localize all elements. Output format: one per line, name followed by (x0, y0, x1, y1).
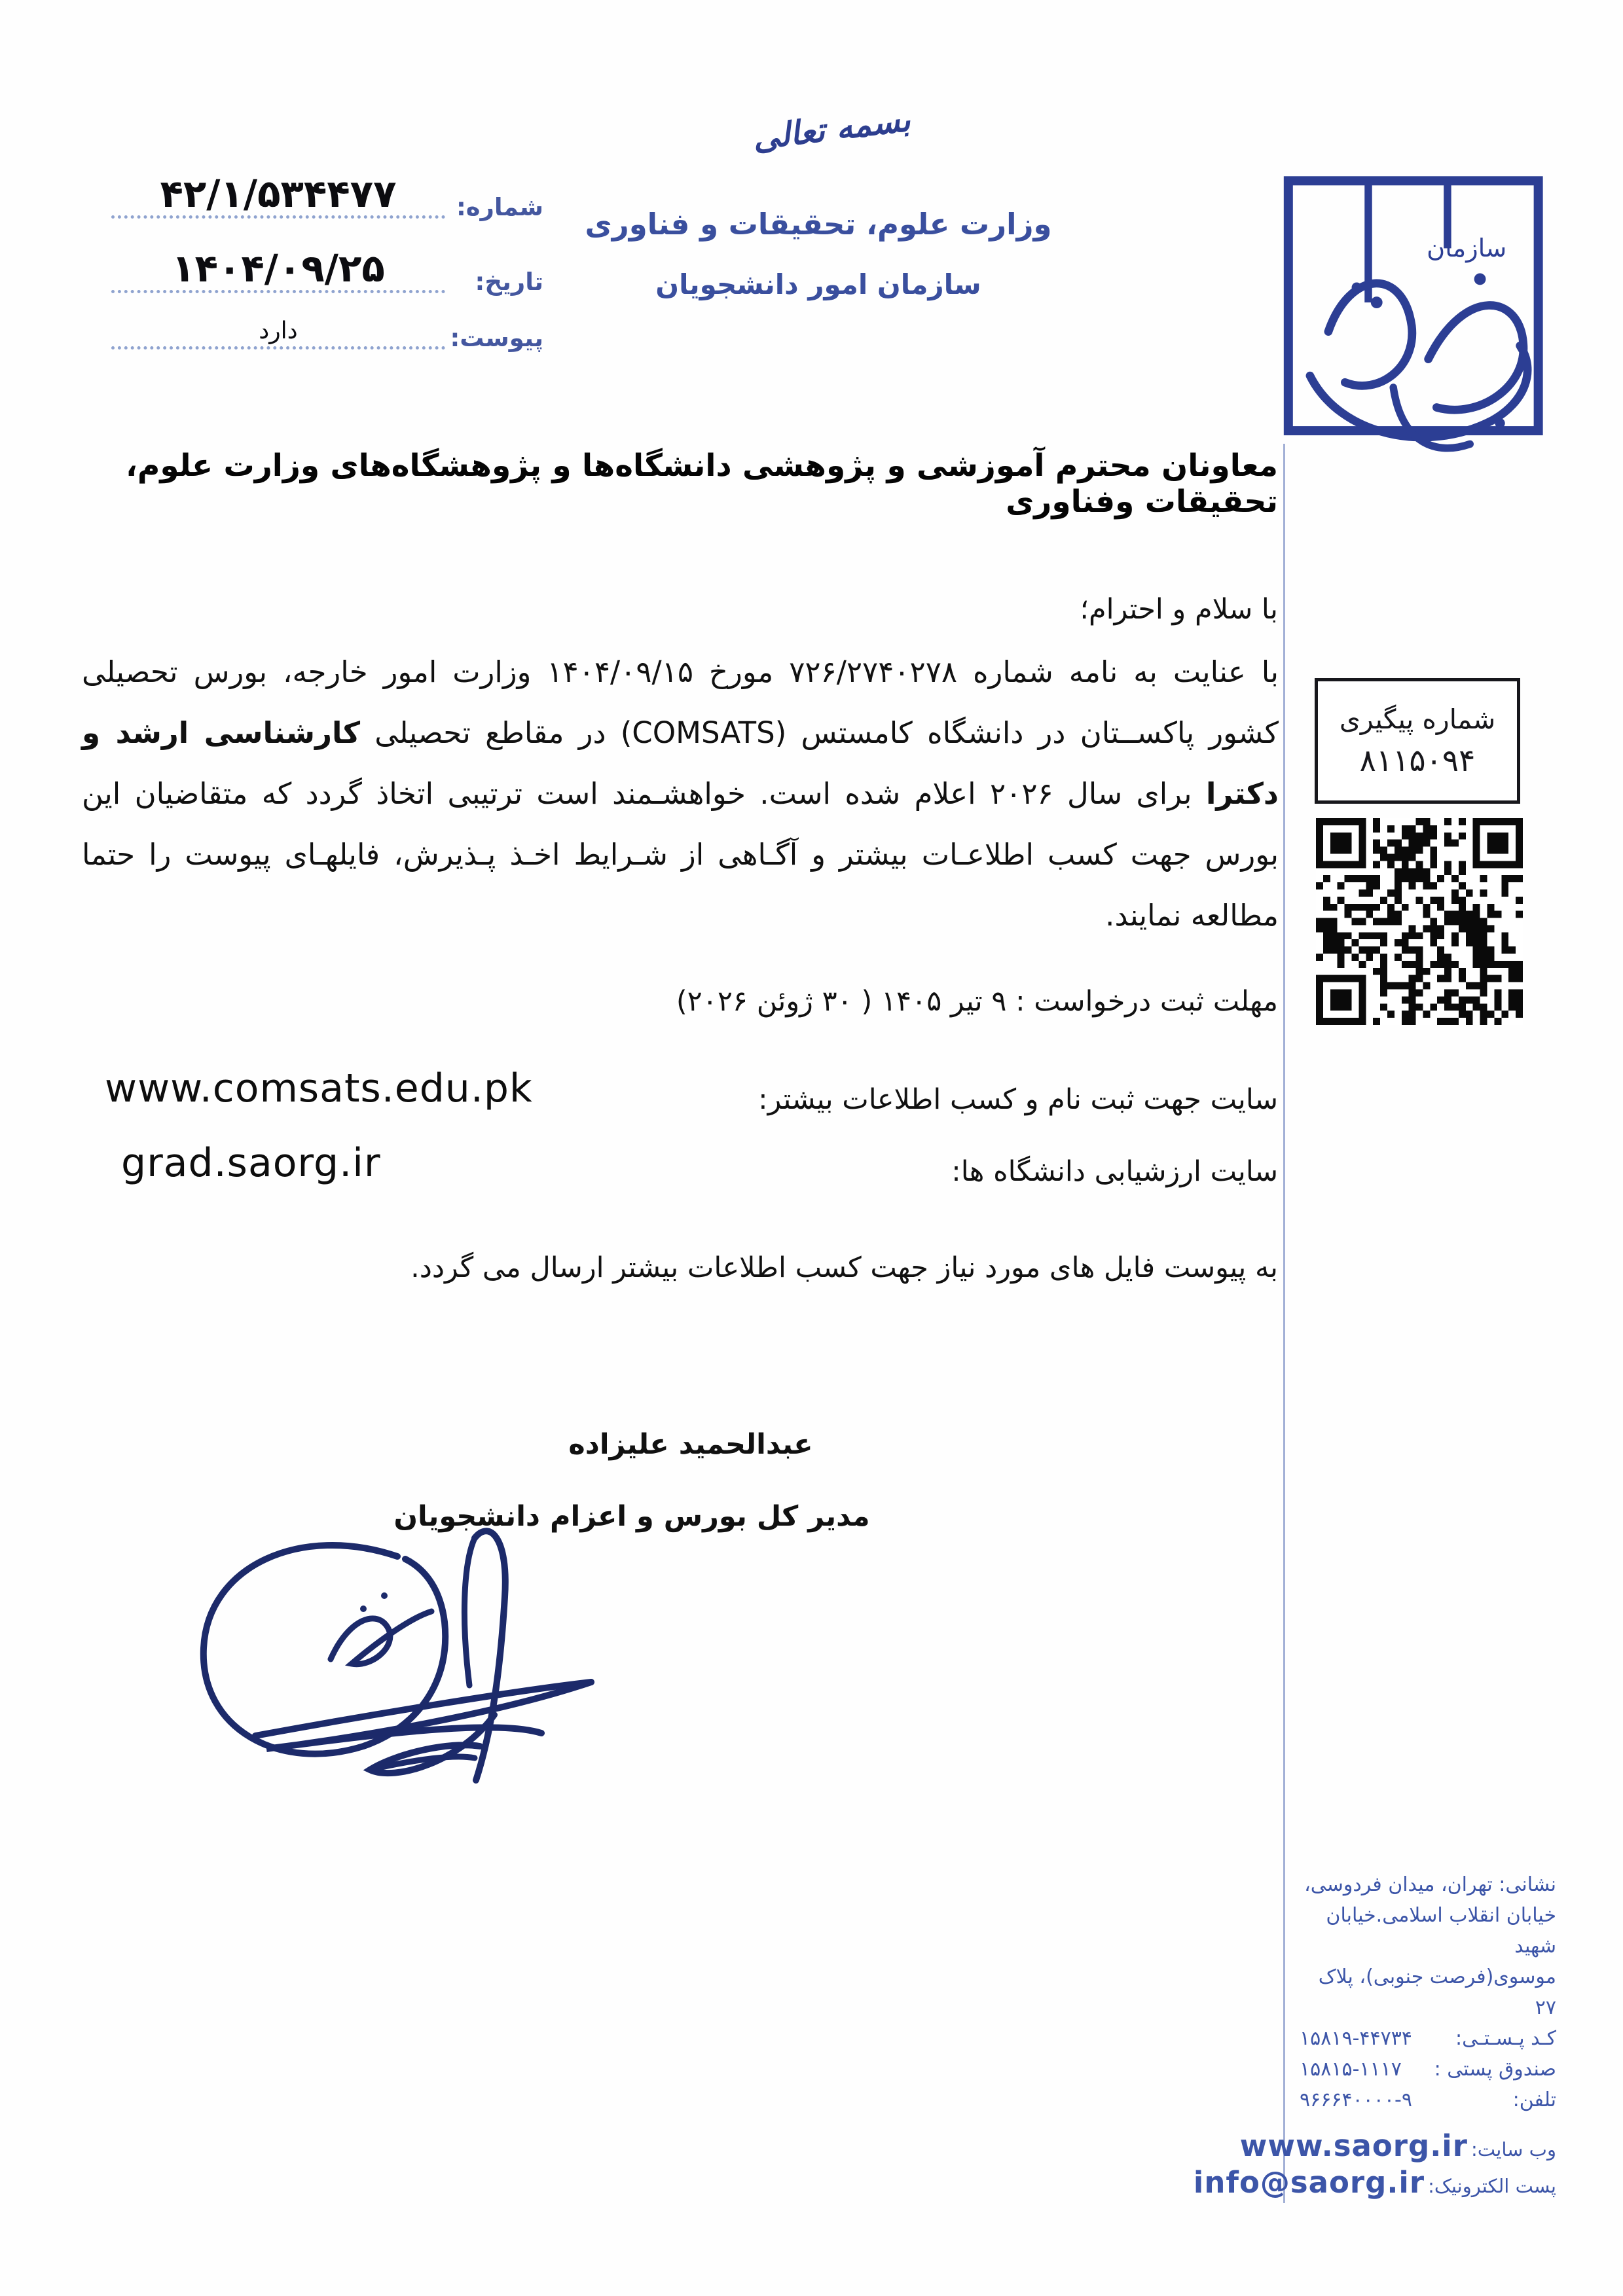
bismillah-calligraphy: بسمه تعالی (750, 100, 913, 158)
number-value: ۴۲/۱/۵۳۴۴۷۷ (160, 171, 397, 216)
organization-title: سازمان امور دانشجویان (655, 268, 981, 300)
tracking-number-box (1315, 678, 1520, 804)
number-label: شماره: (456, 193, 543, 221)
meta-row-date (111, 243, 543, 306)
body-paragraph (82, 641, 1279, 946)
deadline-line: مهلت ثبت درخواست : ۹ تیر ۱۴۰۵ ( ۳۰ ژوئن ۲۰۲۶) (676, 985, 1278, 1018)
po-box-row (1300, 2054, 1556, 2085)
attachment-value: دارد (259, 317, 298, 344)
phone-row (1300, 2085, 1556, 2115)
website-url: www.saorg.ir (1239, 2128, 1468, 2163)
register-site-url: www.comsats.edu.pk (105, 1066, 533, 1111)
website-label: وب سایت: (1471, 2138, 1556, 2161)
postal-code-label: کـد پـسـتـی: (1455, 2027, 1556, 2050)
register-site-label: سایت جهت ثبت نام و کسب اطلاعات بیشتر: (758, 1083, 1278, 1116)
po-box-value: ۱۵۸۱۵-۱۱۱۷ (1300, 2058, 1402, 2081)
meta-row-number (111, 169, 543, 232)
email-label: پست الکترونیک: (1428, 2175, 1556, 2197)
addressee-line: معاونان محترم آموزشی و پژوهشی دانشگاه‌ها و پژوهشگاه‌های وزارت علوم، تحقیقات وفناوری (126, 448, 1278, 520)
dotted-line (111, 346, 445, 350)
handwritten-signature (167, 1518, 619, 1787)
signer-title: مدیر کل بورس و اعزام دانشجویان (393, 1500, 870, 1533)
attachment-label: پیوست: (450, 324, 543, 352)
footer-address-block (1300, 1869, 1556, 2115)
date-value: ۱۴۰۴/۰۹/۲۵ (172, 246, 385, 291)
tracking-number: ۸۱۱۵۰۹۴ (1359, 742, 1476, 779)
organization-logo-icon (1277, 169, 1552, 457)
margin-divider-line (1283, 444, 1285, 2203)
letter-meta-fields (111, 169, 543, 378)
date-label: تاریخ: (475, 268, 543, 296)
evaluation-site-label: سایت ارزشیابی دانشگاه ها: (951, 1155, 1278, 1188)
meta-row-attachment (111, 300, 543, 363)
email-address: info@saorg.ir (1193, 2165, 1425, 2200)
website-row (1239, 2128, 1556, 2163)
address-line: نشانی: تهران، میدان فردوسی، (1304, 1873, 1556, 1896)
salutation-line: با سلام و احترام؛ (1080, 593, 1278, 626)
body-text-1: با عنایت به نامه شماره ۷۲۶/۲۷۴۰۲۷۸ مورخ ۱۴۰۴/۰۹/۱۵ وزارت امور خارجه، بورس تحصیلی کشور پاکســتان در دانشگاه کامستس (COMSATS) در مقاطع تحصیلی (82, 655, 1279, 750)
qr-code (1316, 818, 1523, 1025)
postal-code-value: ۱۵۸۱۹-۴۴۷۳۴ (1300, 2027, 1412, 2050)
email-row (1193, 2165, 1556, 2200)
address-line: موسوی(فرصت جنوبی)، پلاک ۲۷ (1318, 1965, 1556, 2019)
address-line: خیابان انقلاب اسلامی.خیابان شهید (1326, 1904, 1556, 1958)
attachment-note-line: به پیوست فایل های مورد نیاز جهت کسب اطلاعات بیشتر ارسال می گردد. (410, 1251, 1278, 1284)
body-text-bold: کارشناسی ارشد و دکترا (82, 715, 1279, 811)
postal-code-row (1300, 2023, 1556, 2054)
po-box-label: صندوق پستی : (1434, 2058, 1556, 2081)
signer-name: عبدالحمید علیزاده (568, 1428, 813, 1461)
logo-word: سازمان (1427, 234, 1507, 264)
body-text-2: برای سال ۲۰۲۶ اعلام شده است. خواهشـمند است ترتیبی اتخاذ گردد که متقاضیان این بورس جهت کسب اطلاعـات بیشتر و آگـاهی از شـرایط اخـذ پـذیرش، فایلهـای پیوست را حتما مطالعه نمایند. (82, 776, 1279, 933)
phone-label: تلفن: (1512, 2089, 1556, 2111)
tracking-label: شماره پیگیری (1339, 703, 1496, 735)
ministry-title: وزارت علوم، تحقیقات و فناوری (585, 207, 1052, 242)
evaluation-site-url: grad.saorg.ir (121, 1140, 381, 1186)
phone-value: ۹۶۶۶۴۰۰۰۰-۹ (1300, 2089, 1412, 2111)
